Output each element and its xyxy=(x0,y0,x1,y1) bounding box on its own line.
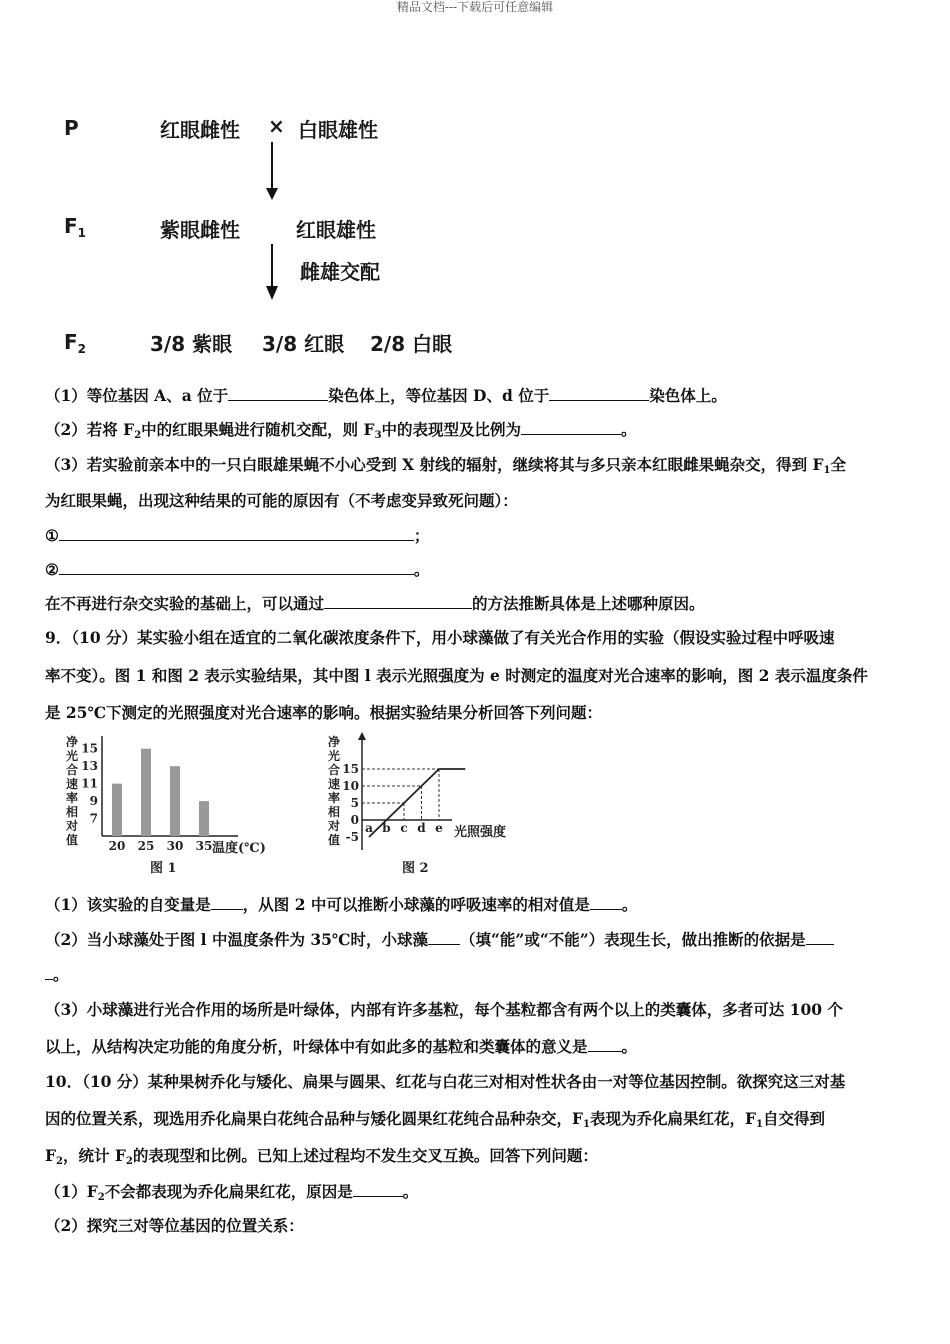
p-female: 红眼雌性 xyxy=(160,118,240,142)
bar xyxy=(141,749,151,836)
cross-diagram xyxy=(0,0,950,380)
answer-blank[interactable] xyxy=(428,930,460,945)
answer-blank[interactable] xyxy=(59,560,414,575)
answer-blank[interactable] xyxy=(211,895,243,910)
y-tick-label: 15 xyxy=(342,762,359,776)
y-tick-label: 15 xyxy=(81,741,98,756)
p-male: 白眼雄性 xyxy=(298,118,378,142)
p-label: P xyxy=(64,116,79,140)
down-arrow-icon xyxy=(262,244,282,304)
y-axis-label-char: 合 xyxy=(66,763,79,777)
y-tick-label: 7 xyxy=(89,811,98,826)
y-tick-label: 13 xyxy=(81,759,98,774)
answer-blank[interactable] xyxy=(590,895,622,910)
f1-female: 紫眼雌性 xyxy=(160,218,240,242)
x-axis-label: 光照强度 xyxy=(454,825,507,840)
q8-part1: （1）等位基因 A、a 位于 染色体上，等位基因 D、d 位于 染色体上。 xyxy=(45,386,727,405)
page-header: 精品文档---下载后可任意编辑 xyxy=(396,0,554,14)
answer-blank[interactable] xyxy=(521,420,621,435)
y-axis-label-char: 率 xyxy=(66,791,79,805)
q10-part2: （2）探究三对等位基因的位置关系： xyxy=(45,1216,304,1235)
q8-reason-1: ① ； xyxy=(45,526,430,545)
y-axis-label-char: 光 xyxy=(66,749,79,763)
y-axis-label-char: 速 xyxy=(66,777,79,791)
q9-stem-line2: 率不变）。图 1 和图 2 表示实验结果，其中图 l 表示光照强度为 e 时测定的温度对光合速率的影响，图 2 表示温度条件 xyxy=(45,666,868,685)
y-tick-label: -5 xyxy=(345,830,359,844)
answer-blank[interactable] xyxy=(228,386,328,401)
x-tick-label: a xyxy=(365,821,373,835)
figure-2-line-chart xyxy=(322,732,532,880)
x-tick-label: 35 xyxy=(195,839,213,853)
q10-part1: （1）F2不会都表现为乔化扁果红花，原因是 。 xyxy=(45,1182,419,1203)
y-axis-label-char: 对 xyxy=(66,819,79,833)
bar xyxy=(112,784,122,836)
q10-stem-line1: 10．（10 分）某种果树乔化与矮化、扁果与圆果、红花与白花三对相对性状各由一对等位基因控制。欲探究这三对基 xyxy=(45,1072,846,1091)
x-tick-label: 25 xyxy=(137,839,155,853)
y-axis-label-char: 相 xyxy=(328,805,341,819)
x-axis-label: 温度(℃) xyxy=(212,841,266,856)
figure-title: 图 2 xyxy=(402,861,429,876)
y-axis-label-char: 对 xyxy=(328,819,341,833)
y-axis-label-char: 合 xyxy=(328,763,341,777)
f1-label: $F_1$ xyxy=(64,214,87,240)
x-tick-label: 30 xyxy=(166,839,184,853)
bar xyxy=(199,801,209,836)
mating-label: 雌雄交配 xyxy=(300,260,380,284)
q10-stem-line2: 因的位置关系，现选用乔化扁果白花纯合品种与矮化圆果红花纯合品种杂交，F1表现为乔化扁果红花，F1自交得到 xyxy=(45,1109,825,1130)
answer-blank[interactable] xyxy=(353,1182,403,1197)
q9-stem-line3: 是 25℃下测定的光照强度对光合速率的影响。根据实验结果分析回答下列问题： xyxy=(45,703,603,722)
q8-part3-cont: 为红眼果蝇，出现这种结果的可能的原因有（不考虑变异致死问题）： xyxy=(45,491,518,510)
f2-label: $F_2$ xyxy=(64,330,87,356)
q8-part3: （3）若实验前亲本中的一只白眼雄果蝇不小心受到 X 射线的辐射，继续将其与多只亲本红眼雌果蝇杂交，得到 F1全 xyxy=(45,455,846,476)
y-axis-label-char: 值 xyxy=(328,833,341,847)
x-tick-label: d xyxy=(417,821,426,835)
x-tick-label: e xyxy=(435,821,443,835)
f2-red: 3/8 红眼 xyxy=(262,332,345,356)
x-tick-label: 20 xyxy=(108,839,126,853)
q9-part3: （3）小球藻进行光合作用的场所是叶绿体，内部有许多基粒，每个基粒都含有两个以上的类囊体，多者可达 100 个 xyxy=(45,1000,843,1019)
y-axis-label-char: 值 xyxy=(66,833,79,847)
f2-purple: 3/8 紫眼 xyxy=(150,332,233,356)
x-tick-label: c xyxy=(400,821,408,835)
q9-stem-line1: 9．（10 分）某实验小组在适宜的二氧化碳浓度条件下，用小球藻做了有关光合作用的实验（假设实验过程中呼吸速 xyxy=(45,628,835,647)
answer-blank[interactable] xyxy=(59,526,414,541)
y-tick-label: 9 xyxy=(89,794,98,809)
down-arrow-icon xyxy=(262,142,282,202)
y-axis-label-char: 光 xyxy=(328,749,341,763)
q8-reason-2: ② 。 xyxy=(45,560,430,579)
q9-part2-cont: 。 xyxy=(45,965,925,985)
y-axis-label-char: 净 xyxy=(66,735,79,749)
answer-blank[interactable] xyxy=(588,1037,622,1052)
bar xyxy=(170,766,180,836)
y-axis-label-char: 率 xyxy=(328,791,341,805)
y-axis-label-char: 相 xyxy=(66,805,79,819)
y-tick-label: 5 xyxy=(350,796,359,810)
answer-blank[interactable] xyxy=(45,965,53,980)
q9-part2: （2）当小球藻处于图 l 中温度条件为 35℃时，小球藻 （填“能”或“不能”）表现生长，做出推断的依据是 xyxy=(45,930,925,950)
figure-title: 图 1 xyxy=(150,861,177,876)
answer-blank[interactable] xyxy=(324,594,472,609)
q9-part3-cont: 以上，从结构决定功能的角度分析，叶绿体中有如此多的基粒和类囊体的意义是 。 xyxy=(45,1037,638,1056)
y-tick-label: 0 xyxy=(350,813,359,827)
y-axis-arrow xyxy=(358,732,366,740)
x-tick-label: b xyxy=(382,821,391,835)
cross-symbol: × xyxy=(268,114,285,138)
answer-blank[interactable] xyxy=(806,930,834,945)
y-axis-label-char: 速 xyxy=(328,777,341,791)
q8-part2: （2）若将 F2中的红眼果蝇进行随机交配，则 F3中的表现型及比例为 。 xyxy=(45,420,637,441)
q10-stem-line3: F2，统计 F2的表现型和比例。已知上述过程均不发生交叉互换。回答下列问题： xyxy=(45,1146,598,1167)
y-axis-label-char: 净 xyxy=(328,735,341,749)
q9-part1: （1）该实验的自变量是 ，从图 2 中可以推断小球藻的呼吸速率的相对值是 。 xyxy=(45,895,638,914)
figure-1-bar-chart xyxy=(58,732,290,880)
y-tick-label: 11 xyxy=(81,776,98,791)
q8-part4: 在不再进行杂交实验的基础上，可以通过 的方法推断具体是上述哪种原因。 xyxy=(45,594,705,613)
y-tick-label: 10 xyxy=(342,779,359,793)
answer-blank[interactable] xyxy=(549,386,649,401)
f2-white: 2/8 白眼 xyxy=(370,332,453,356)
f1-male: 红眼雄性 xyxy=(296,218,376,242)
